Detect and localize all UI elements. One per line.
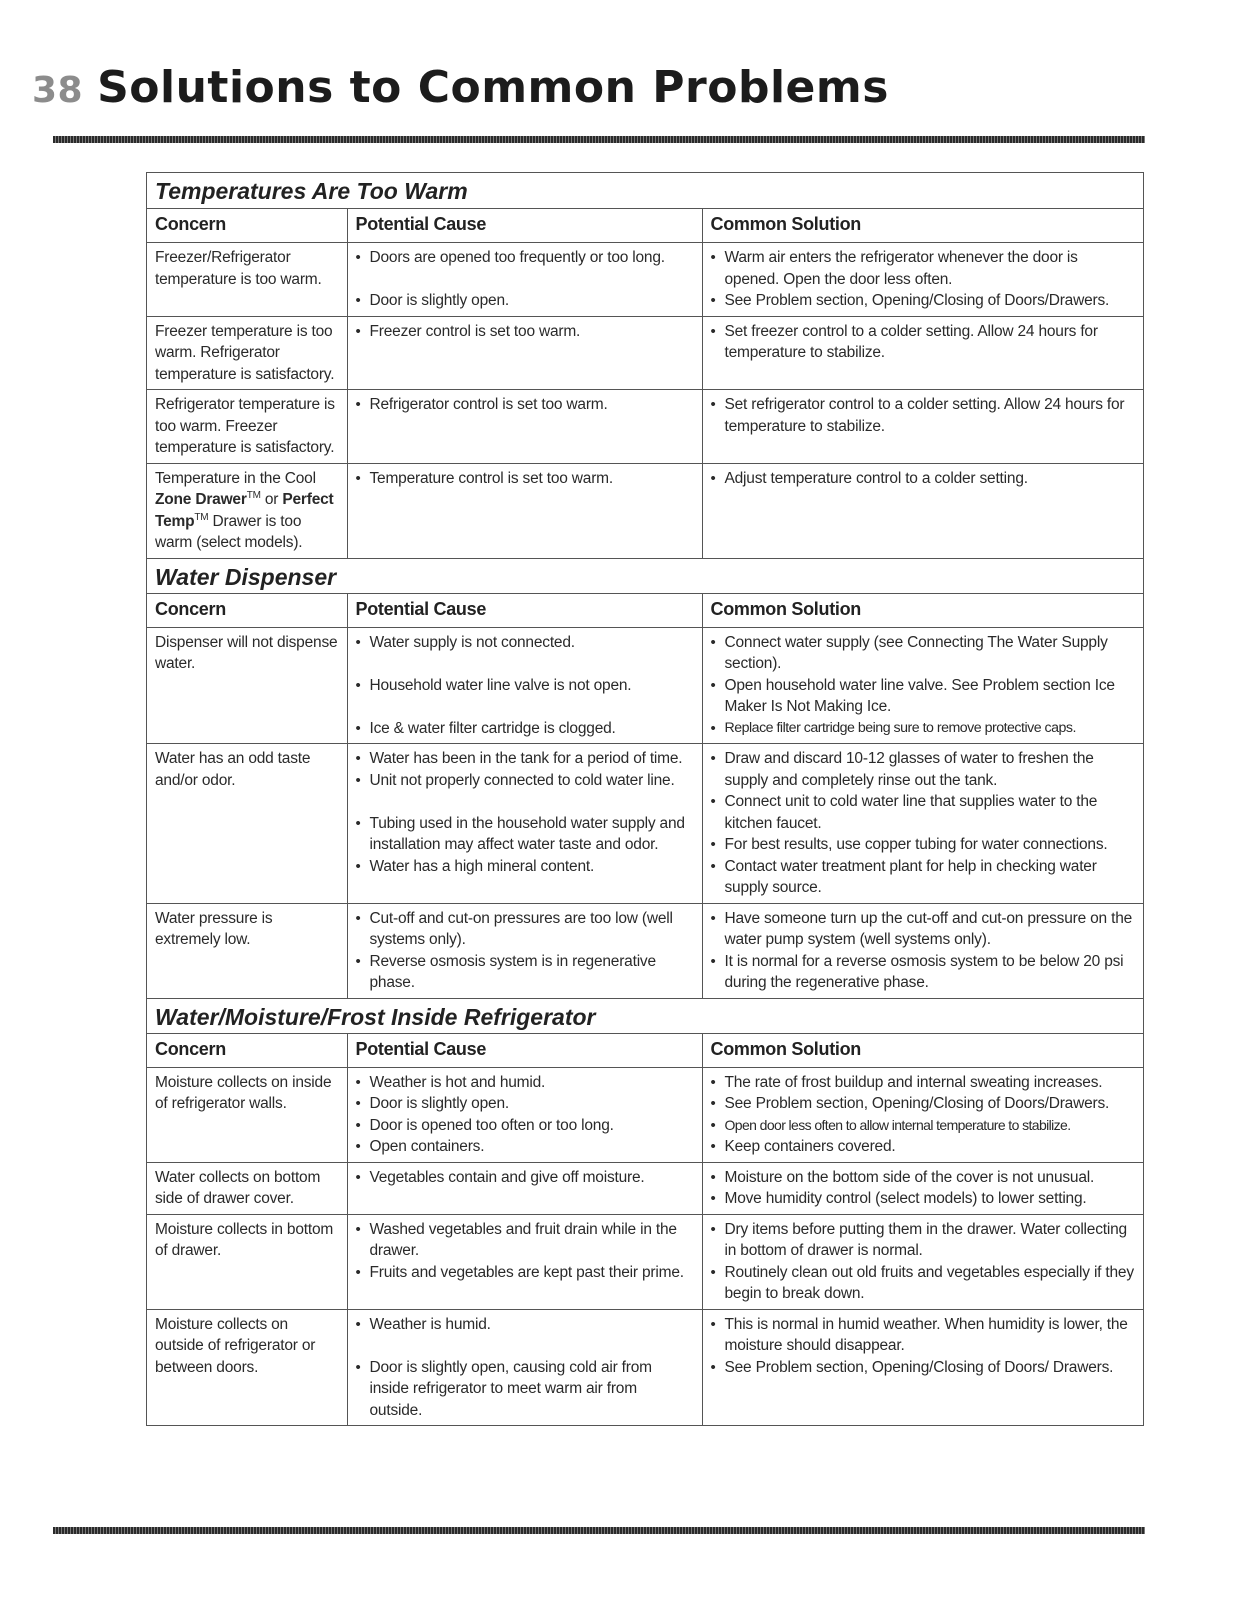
section-title: Temperatures Are Too Warm bbox=[147, 173, 1143, 209]
list-item: • Reverse osmosis system is in regenerative phase. bbox=[356, 951, 694, 994]
list-item: • Cut-off and cut-on pressures are too low (well systems only). bbox=[356, 908, 694, 951]
list-item: • Door is opened too often or too long. bbox=[356, 1115, 694, 1137]
concern-text: Drawer is too warm (select models). bbox=[155, 512, 303, 551]
list-item: • Moisture on the bottom side of the cover is not unusual. bbox=[711, 1167, 1136, 1189]
solution-cell bbox=[702, 390, 1143, 464]
concern-cell: Water has an odd taste and/or odor. bbox=[147, 744, 347, 904]
page-number: 38 bbox=[32, 70, 84, 111]
list-item: • This is normal in humid weather. When humidity is lower, the moisture should disappear. bbox=[711, 1314, 1136, 1357]
list-item: • Draw and discard 10-12 glasses of water to freshen the supply and completely rinse out the tank. bbox=[711, 748, 1136, 791]
list-item: • Replace filter cartridge being sure to remove protective caps. bbox=[711, 718, 1136, 740]
list-item: • Household water line valve is not open. bbox=[356, 675, 694, 697]
concern-text: or bbox=[260, 491, 283, 508]
list-item: • Open door less often to allow internal temperature to stabilize. bbox=[711, 1115, 1136, 1137]
cause-cell bbox=[347, 1067, 702, 1162]
header-row bbox=[147, 594, 1143, 628]
table-row bbox=[147, 903, 1143, 998]
cause-cell bbox=[347, 390, 702, 464]
product-name: Zone Drawer bbox=[155, 491, 247, 508]
problem-table bbox=[147, 594, 1143, 998]
list-item: • See Problem section, Opening/Closing of Doors/Drawers. bbox=[711, 290, 1136, 312]
concern-cell: Dispenser will not dispense water. bbox=[147, 627, 347, 744]
list-item: • Contact water treatment plant for help in checking water supply source. bbox=[711, 856, 1136, 899]
table-row bbox=[147, 463, 1143, 558]
troubleshooting-tables bbox=[146, 172, 1144, 1426]
list-item: • Door is slightly open. bbox=[356, 290, 694, 312]
table-row bbox=[147, 744, 1143, 904]
concern-cell: Moisture collects on inside of refrigerator walls. bbox=[147, 1067, 347, 1162]
solution-cell bbox=[702, 1214, 1143, 1309]
problem-table bbox=[147, 1034, 1143, 1426]
list-item: • Warm air enters the refrigerator whenever the door is opened. Open the door less often. bbox=[711, 247, 1136, 290]
list-item: • Fruits and vegetables are kept past their prime. bbox=[356, 1262, 694, 1284]
header-row bbox=[147, 209, 1143, 243]
list-item: • Adjust temperature control to a colder setting. bbox=[711, 468, 1136, 490]
solution-cell bbox=[702, 627, 1143, 744]
header-row bbox=[147, 1034, 1143, 1068]
cause-cell bbox=[347, 1162, 702, 1214]
table-row bbox=[147, 243, 1143, 317]
table-row bbox=[147, 316, 1143, 390]
solution-cell bbox=[702, 1067, 1143, 1162]
concern-cell bbox=[147, 463, 347, 558]
list-item: • Connect water supply (see Connecting The Water Supply section). bbox=[711, 632, 1136, 675]
table-row bbox=[147, 390, 1143, 464]
list-item: • Connect unit to cold water line that supplies water to the kitchen faucet. bbox=[711, 791, 1136, 834]
cause-cell bbox=[347, 316, 702, 390]
list-item: • Vegetables contain and give off moisture. bbox=[356, 1167, 694, 1189]
section-water-dispenser bbox=[147, 558, 1143, 998]
bottom-rule bbox=[53, 1527, 1145, 1534]
concern-header: Concern bbox=[147, 1034, 347, 1068]
list-item: • Open household water line valve. See Problem section Ice Maker Is Not Making Ice. bbox=[711, 675, 1136, 718]
concern-cell: Water pressure is extremely low. bbox=[147, 903, 347, 998]
list-item: • Tubing used in the household water supply and installation may affect water taste and odor. bbox=[356, 813, 694, 856]
solution-cell bbox=[702, 744, 1143, 904]
list-item: • For best results, use copper tubing for water connections. bbox=[711, 834, 1136, 856]
section-temperatures-too-warm bbox=[147, 173, 1143, 558]
cause-cell bbox=[347, 744, 702, 904]
section-water-moisture-frost bbox=[147, 998, 1143, 1426]
section-title: Water/Moisture/Frost Inside Refrigerator bbox=[147, 998, 1143, 1034]
list-item: • Set freezer control to a colder setting. Allow 24 hours for temperature to stabilize. bbox=[711, 321, 1136, 364]
list-item: • Water supply is not connected. bbox=[356, 632, 694, 654]
table-row bbox=[147, 1067, 1143, 1162]
list-item: • Door is slightly open. bbox=[356, 1093, 694, 1115]
list-item: • Door is slightly open, causing cold air from inside refrigerator to meet warm air from outside. bbox=[356, 1357, 694, 1422]
list-item: • Move humidity control (select models) to lower setting. bbox=[711, 1188, 1136, 1210]
solution-cell bbox=[702, 903, 1143, 998]
list-item: • It is normal for a reverse osmosis system to be below 20 psi during the regenerative phase. bbox=[711, 951, 1136, 994]
cause-cell bbox=[347, 1309, 702, 1425]
table-row bbox=[147, 1214, 1143, 1309]
solution-cell bbox=[702, 243, 1143, 317]
solution-cell bbox=[702, 316, 1143, 390]
concern-text: Temperature in the Cool bbox=[155, 469, 316, 487]
list-item: • Have someone turn up the cut-off and cut-on pressure on the water pump system (well systems only). bbox=[711, 908, 1136, 951]
concern-cell: Moisture collects in bottom of drawer. bbox=[147, 1214, 347, 1309]
list-item: • Open containers. bbox=[356, 1136, 694, 1158]
list-item: • Water has been in the tank for a period of time. bbox=[356, 748, 694, 770]
list-item: • Unit not properly connected to cold water line. bbox=[356, 770, 694, 792]
list-item: • Temperature control is set too warm. bbox=[356, 468, 694, 490]
problem-table bbox=[147, 209, 1143, 558]
concern-header: Concern bbox=[147, 594, 347, 628]
table-row bbox=[147, 1309, 1143, 1425]
solution-header: Common Solution bbox=[702, 594, 1143, 628]
solution-cell bbox=[702, 1309, 1143, 1425]
cause-header: Potential Cause bbox=[347, 209, 702, 243]
list-item: • Refrigerator control is set too warm. bbox=[356, 394, 694, 416]
concern-cell: Water collects on bottom side of drawer cover. bbox=[147, 1162, 347, 1214]
concern-cell: Freezer temperature is too warm. Refrigerator temperature is satisfactory. bbox=[147, 316, 347, 390]
list-item: • Freezer control is set too warm. bbox=[356, 321, 694, 343]
concern-cell: Moisture collects on outside of refrigerator or between doors. bbox=[147, 1309, 347, 1425]
cause-cell bbox=[347, 243, 702, 317]
list-item: • Dry items before putting them in the drawer. Water collecting in bottom of drawer is normal. bbox=[711, 1219, 1136, 1262]
list-item: • Washed vegetables and fruit drain while in the drawer. bbox=[356, 1219, 694, 1262]
solution-cell bbox=[702, 1162, 1143, 1214]
top-rule bbox=[53, 136, 1145, 143]
list-item: • Routinely clean out old fruits and vegetables especially if they begin to break down. bbox=[711, 1262, 1136, 1305]
cause-header: Potential Cause bbox=[347, 1034, 702, 1068]
trademark: TM bbox=[246, 489, 261, 501]
page-title: Solutions to Common Problems bbox=[97, 62, 889, 113]
list-item: • See Problem section, Opening/Closing of Doors/ Drawers. bbox=[711, 1357, 1136, 1379]
list-item: • The rate of frost buildup and internal sweating increases. bbox=[711, 1072, 1136, 1094]
trademark: TM bbox=[194, 511, 209, 523]
section-title: Water Dispenser bbox=[147, 558, 1143, 594]
table-row bbox=[147, 627, 1143, 744]
list-item: • Weather is hot and humid. bbox=[356, 1072, 694, 1094]
cause-cell bbox=[347, 903, 702, 998]
cause-cell bbox=[347, 627, 702, 744]
list-item: • See Problem section, Opening/Closing of Doors/Drawers. bbox=[711, 1093, 1136, 1115]
solution-header: Common Solution bbox=[702, 1034, 1143, 1068]
solution-header: Common Solution bbox=[702, 209, 1143, 243]
cause-header: Potential Cause bbox=[347, 594, 702, 628]
cause-cell bbox=[347, 463, 702, 558]
list-item: • Set refrigerator control to a colder setting. Allow 24 hours for temperature to stabilize. bbox=[711, 394, 1136, 437]
list-item: • Ice & water filter cartridge is clogged. bbox=[356, 718, 694, 740]
page-header bbox=[32, 62, 889, 113]
concern-cell: Freezer/Refrigerator temperature is too warm. bbox=[147, 243, 347, 317]
list-item: • Keep containers covered. bbox=[711, 1136, 1136, 1158]
list-item: • Water has a high mineral content. bbox=[356, 856, 694, 878]
cause-cell bbox=[347, 1214, 702, 1309]
solution-cell bbox=[702, 463, 1143, 558]
concern-header: Concern bbox=[147, 209, 347, 243]
table-row bbox=[147, 1162, 1143, 1214]
list-item: • Weather is humid. bbox=[356, 1314, 694, 1336]
list-item: • Doors are opened too frequently or too long. bbox=[356, 247, 694, 269]
product-name: Perfect Temp bbox=[155, 491, 334, 530]
concern-cell: Refrigerator temperature is too warm. Freezer temperature is satisfactory. bbox=[147, 390, 347, 464]
